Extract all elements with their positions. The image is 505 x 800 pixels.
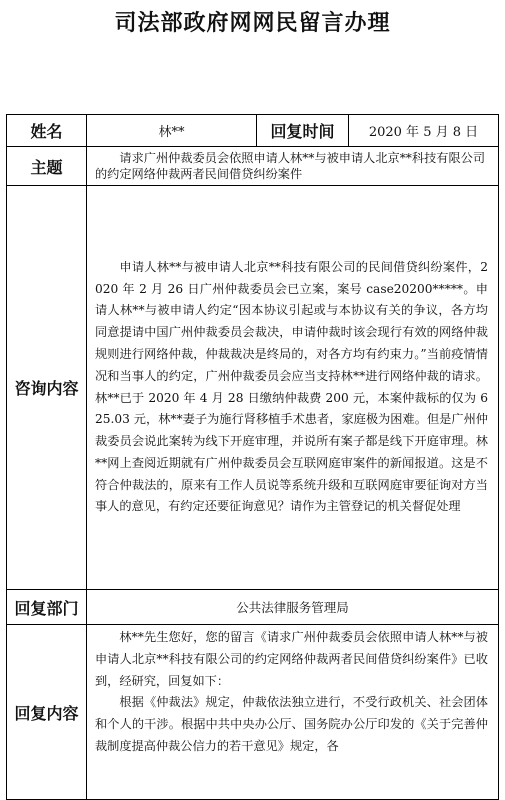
dept-label: 回复部门 <box>7 590 87 625</box>
name-value: 林** <box>87 115 257 147</box>
inquiry-content: 申请人林**与被申请人北京**科技有限公司的民间借贷纠纷案件，2020 年 2 月 26 日广州仲裁委员会已立案，案号 case20200*****。申请人林**与被申请人约定“因本协议引起或与本协议有关的争议，各方均同意提请中国广州仲裁委员会裁决，申请仲裁时该会现行有效的网络仲裁规则进行网络仲裁，仲裁裁决是终局的，对各方均有约束力。”当前疫情情况和当事人的约定，广州仲裁委员会应当支持林**进行网络仲裁的请求。林**已于 2020 年 4 月 28 日缴纳仲裁费 200 元，本案仲裁标的仅为 625.03 元，林**妻子为施行肾移植手术患者，家庭极为困难。但是广州仲裁委员会说此案转为线下开庭审理，并说所有案子都是线下开庭审理。林**网上查阅近期就有广州仲裁委员会互联网庭审案件的新闻报道。这是不符合仲裁法的，原来有工作人员说等系统升级和互联网庭审要征询对方当事人的意见，有约定还要征询意见？请作为主管登记的机关督促处理 <box>87 186 499 590</box>
reply-content <box>87 625 499 800</box>
reply-paragraph-1: 林**先生您好，您的留言《请求广州仲裁委员会依照申请人林**与被申请人北京**科技有限公司的约定网络仲裁两者民间借贷纠纷案件》已收到，经研究，回复如下： <box>95 630 488 688</box>
reply-paragraph-2: 根据《仲裁法》规定，仲裁依法独立进行，不受行政机关、社会团体和个人的干涉。根据中共中央办公厅、国务院办公厅印发的《关于完善仲裁制度提高仲裁公信力的若干意见》规定，各 <box>95 695 488 753</box>
message-form-table <box>6 114 499 800</box>
page-title: 司法部政府网网民留言办理 <box>114 11 391 36</box>
name-label: 姓名 <box>7 115 87 147</box>
subject-value: 请求广州仲裁委员会依照申请人林**与被申请人北京**科技有限公司的约定网络仲裁两者民间借贷纠纷案件 <box>87 147 499 186</box>
inquiry-label: 咨询内容 <box>7 186 87 590</box>
reply-time-label: 回复时间 <box>257 115 349 147</box>
reply-time-value: 2020 年 5 月 8 日 <box>349 115 499 147</box>
dept-value: 公共法律服务管理局 <box>87 590 499 625</box>
reply-label: 回复内容 <box>7 625 87 800</box>
subject-label: 主题 <box>7 147 87 186</box>
